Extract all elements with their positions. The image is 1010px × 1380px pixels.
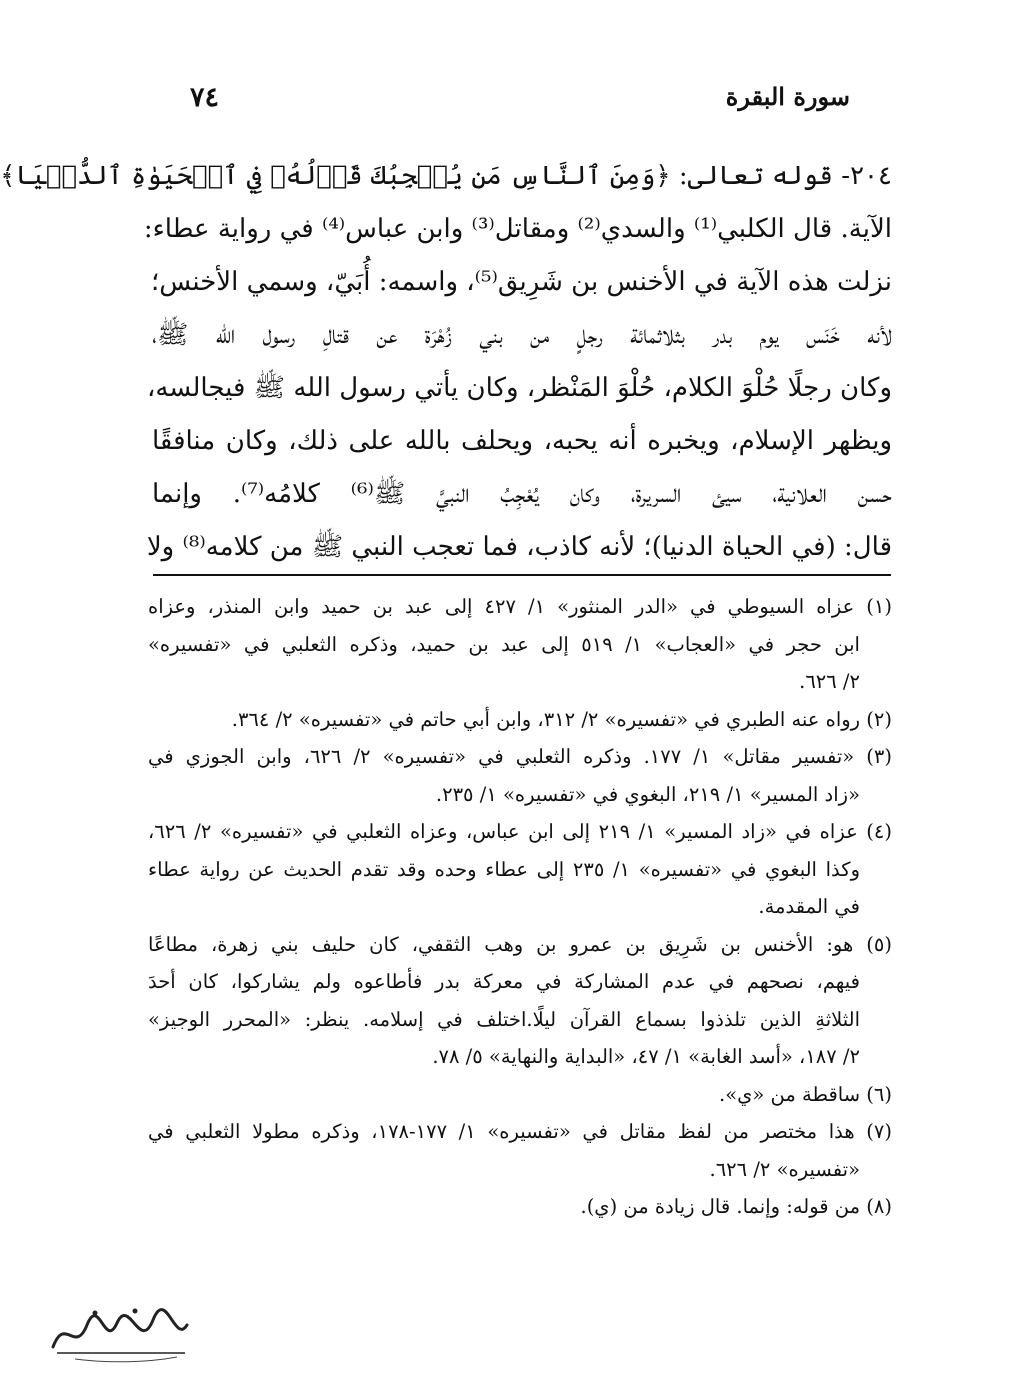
footnote-6 [148,1076,892,1114]
page-number: ٧٤ [190,82,220,113]
footnote-line: (٢) رواه عنه الطبري في «تفسيره» ٢/ ٣١٢، وابن أبي حاتم في «تفسيره» ٢/ ٣٦٤. [231,707,892,731]
footnote-2 [148,701,892,739]
footnote-7 [148,1113,892,1188]
footnote-line: (١) عزاه السيوطي في «الدر المنثور» ١/ ٤٢٧ إلى عبد بن حميد وابن المنذر، وعزاه [148,595,892,618]
running-head [190,82,850,122]
footnote-3 [148,738,892,813]
footnotes [148,588,892,1226]
main-text-line: حسن العلانية، سيئ السريرة، وكان يُعْجِبُ النبيَّ ﷺ⁽⁶⁾ كلامُه⁽⁷⁾. وإنما [152,479,892,509]
main-text-line: نزلت هذه الآية في الأخنس بن شَرِيق⁽⁵⁾، واسمه: أُبَيّ، وسمي الأخنس؛ [150,267,892,297]
main-text-line: قال: (في الحياة الدنيا)؛ لأنه كاذب، فما تعجب النبي ﷺ من كلامه⁽⁸⁾ ولا [146,532,892,562]
main-text [0,150,892,574]
main-text-line: ويظهر الإسلام، ويخبره أنه يحبه، ويحلف بالله على ذلك، وكان منافقًا [152,426,892,456]
main-text-line: وكان رجلًا حُلْوَ الكلام، حُلْوَ المَنْظر، وكان يأتي رسول الله ﷺ فيجالسه، [146,373,892,403]
footnote-line: (٨) من قوله: وإنما. قال زيادة من (ي). [580,1195,892,1218]
footnote-line: (٦) ساقطة من «ي». [719,1082,892,1106]
footnote-line: ٢/ ٦٢٦. [799,670,860,693]
footnote-line: (٧) هذا مختصر من لفظ مقاتل في «تفسيره» ١/ ١٧٧-١٧٨، وذكره مطولا الثعلبي في [148,1120,892,1143]
footnote-8 [148,1188,892,1226]
footnote-line: «تفسيره» ٢/ ٦٢٦. [709,1157,860,1181]
footnote-line: (٥) هو: الأخنس بن شَرِيق بن عمرو بن وهب الثقفي، كان حليف بني زهرة، مطاعًا [148,932,892,956]
footnote-line: (٣) «تفسير مقاتل» ١/ ١٧٧. وذكره الثعلبي في «تفسيره» ٢/ ٦٢٦، وابن الجوزي في [148,745,892,768]
main-text-line: لأنه خَنَس يوم بدر بثلاثمائة رجلٍ من بني زُهْرَة عن قتالِ رسول الله ﷺ، [152,320,892,350]
surah-title: سورة البقرة [725,82,850,111]
footnote-line: «زاد المسير» ١/ ٢١٩، البغوي في «تفسيره» ١/ ٢٣٥. [435,782,860,806]
footnote-line: في المقدمة. [758,895,860,918]
footnote-line: الثلاثةِ الذين تلذذوا بسماع القرآن ليلًا.اختلف في إسلامه. ينظر: «المحرر الوجيز» [148,1007,860,1031]
footnote-line: ٢/ ١٨٧، «أسد الغابة» ١/ ٤٧، «البداية والنهاية» ٥/ ٧٨. [432,1045,860,1068]
footnote-4 [148,813,892,926]
footnote-divider [153,574,891,576]
publisher-logo-icon [45,1295,195,1365]
footnote-line: وكذا البغوي في «تفسيره» ١/ ٢٣٥ إلى عطاء وحده وقد تقدم الحديث عن رواية عطاء [148,857,860,881]
footnote-5 [148,926,892,1076]
footnote-line: (٤) عزاه في «زاد المسير» ١/ ٢١٩ إلى ابن عباس، وعزاه الثعلبي في «تفسيره» ٢/ ٦٢٦، [148,820,892,843]
footnote-line: فيهم، نصحهم في عدم المشاركة في معركة بدر فأطاعوه ولم يشاركوا، كان أحدَ [148,970,860,993]
footnote-1 [148,588,892,701]
main-text-line: الآية. قال الكلبي⁽¹⁾ والسدي⁽²⁾ ومقاتل⁽³⁾ وابن عباس⁽⁴⁾ في رواية عطاء: [143,214,892,244]
main-text-line: ٢٠٤- قوله تعالى: ﴿وَمِنَ ٱلنَّاسِ مَن يُعۡجِبُكَ قَوۡلُهُۥ فِي ٱلۡحَيَوٰةِ ٱلدُّنۡيَا﴾ [0,161,892,191]
footnote-line: ابن حجر في «العجاب» ١/ ٥١٩ إلى عبد بن حميد، وذكره الثعلبي في «تفسيره» [148,632,860,656]
